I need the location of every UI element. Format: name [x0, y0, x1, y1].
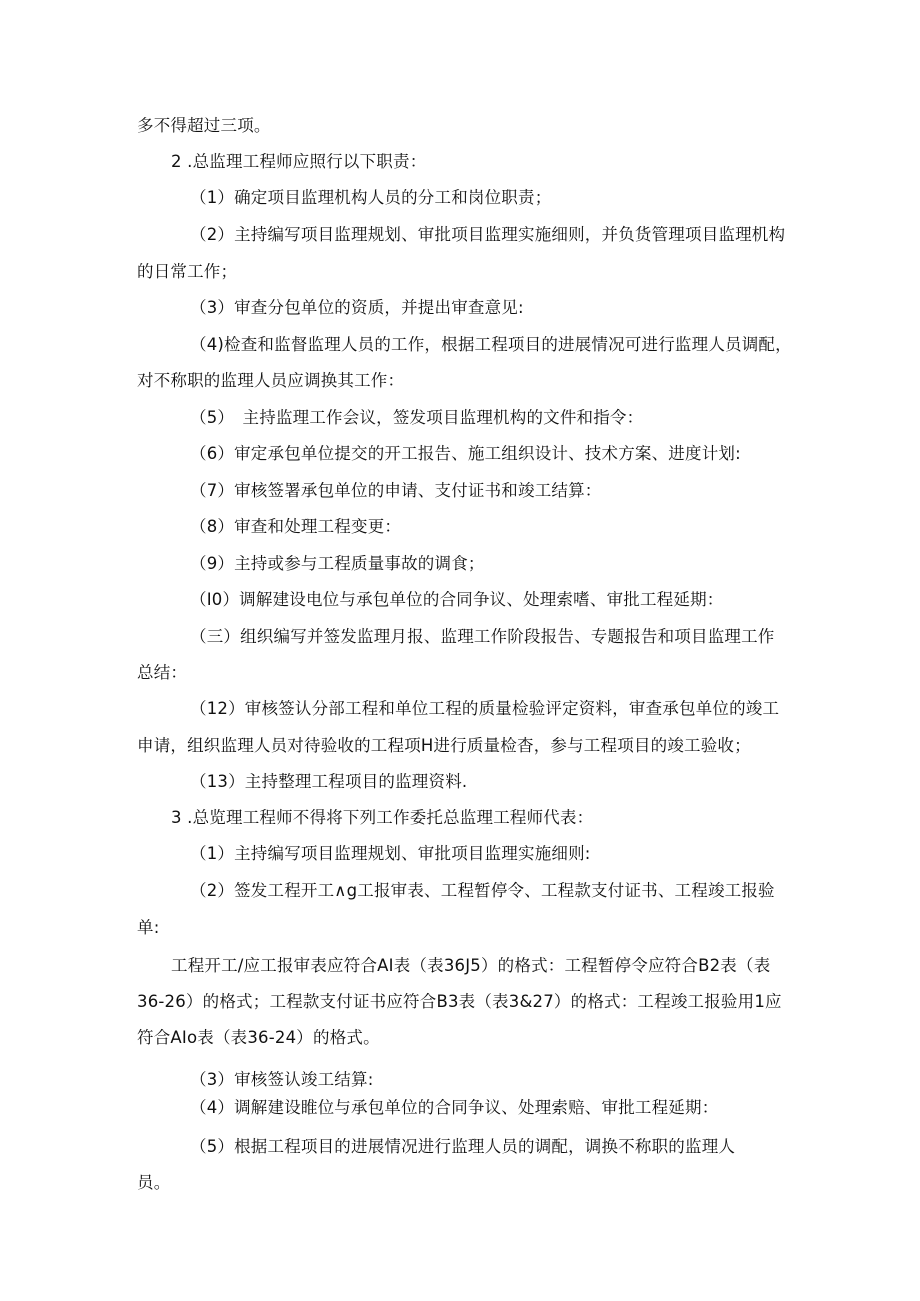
text-line: （9）主持或参与工程质量事故的调食；: [190, 554, 485, 573]
text-line: 符合AIo表（表36-24）的格式。: [137, 1028, 380, 1047]
text-line: 工程开工/应工报审表应符合AI表（表36J5）的格式：工程暂停令应符合B2表（表: [171, 956, 771, 975]
text-line: （5） 主持监理工作会议，签发项目监理机构的文件和指令：: [190, 408, 644, 427]
text-line: 3 .总览理工程师不得将下列工作委托总监理工程师代表：: [171, 808, 594, 827]
text-line: （1）确定项目监理机构人员的分工和岗位职责；: [190, 188, 552, 207]
text-line: （7）审核签署承包单位的申请、支付证书和竣工结算：: [190, 481, 602, 500]
text-line: （2）签发工程开工∧g工报审表、工程暂停令、工程款支付证书、工程竣工报验: [190, 881, 775, 900]
text-line: （8）审查和处理工程变更：: [190, 517, 402, 536]
text-line: （4）调解建设睢位与承包单位的合同争议、处理索赔、审批工程延期：: [190, 1098, 719, 1117]
text-line: （1）主持编写项目监理规划、审批项目监理实施细则:: [190, 844, 591, 863]
text-line: 总结：: [137, 663, 188, 682]
text-line: （12）审核签认分部工程和单位工程的质量检验评定资料，审查承包单位的竣工: [190, 699, 780, 718]
text-line: （3）审查分包单位的资质，并提出审查意见:: [190, 298, 524, 317]
text-line: 36-26）的格式；工程款支付证书应符合B3表（表3&27）的格式：工程竣工报验用1应: [137, 992, 782, 1011]
text-line: （3）审核签认竣工结算:: [190, 1070, 374, 1089]
text-line: （4)检查和监督监理人员的工作，根据工程项目的进展情况可进行监理人员调配，: [190, 335, 792, 354]
text-line: （2）主持编写项目监理规划、审批项目监理实施细则，并负货管理项目监理机构: [190, 225, 786, 244]
text-line: （6）审定承包单位提交的开工报告、施工组织设计、技术方案、进度计划:: [190, 444, 741, 463]
text-line: 对不称职的监理人员应调换其工作：: [137, 371, 405, 390]
text-line: （三）组织编写并签发监理月报、监理工作阶段报告、专题报告和项目监理工作: [190, 627, 775, 646]
text-line: 申请，组织监理人员对待验收的工程项H进行质量检杳，参与工程项目的竣工验收；: [137, 736, 751, 755]
text-line: 单:: [137, 918, 160, 937]
text-line: （I0）调解建设电位与承包单位的合同争议、处理索嗜、审批工程延期：: [190, 590, 724, 609]
text-line: （5）根据工程项目的进展情况进行监理人员的调配，调换不称职的监理人: [190, 1137, 736, 1156]
text-line: 的日常工作；: [137, 262, 238, 281]
text-line: （13）主持整理工程项目的监理资料.: [190, 772, 468, 791]
text-line: 2 .总监理工程师应照行以下职责：: [171, 152, 427, 171]
text-line: 员。: [137, 1173, 171, 1192]
text-line: 多不得超过三项。: [137, 116, 271, 135]
